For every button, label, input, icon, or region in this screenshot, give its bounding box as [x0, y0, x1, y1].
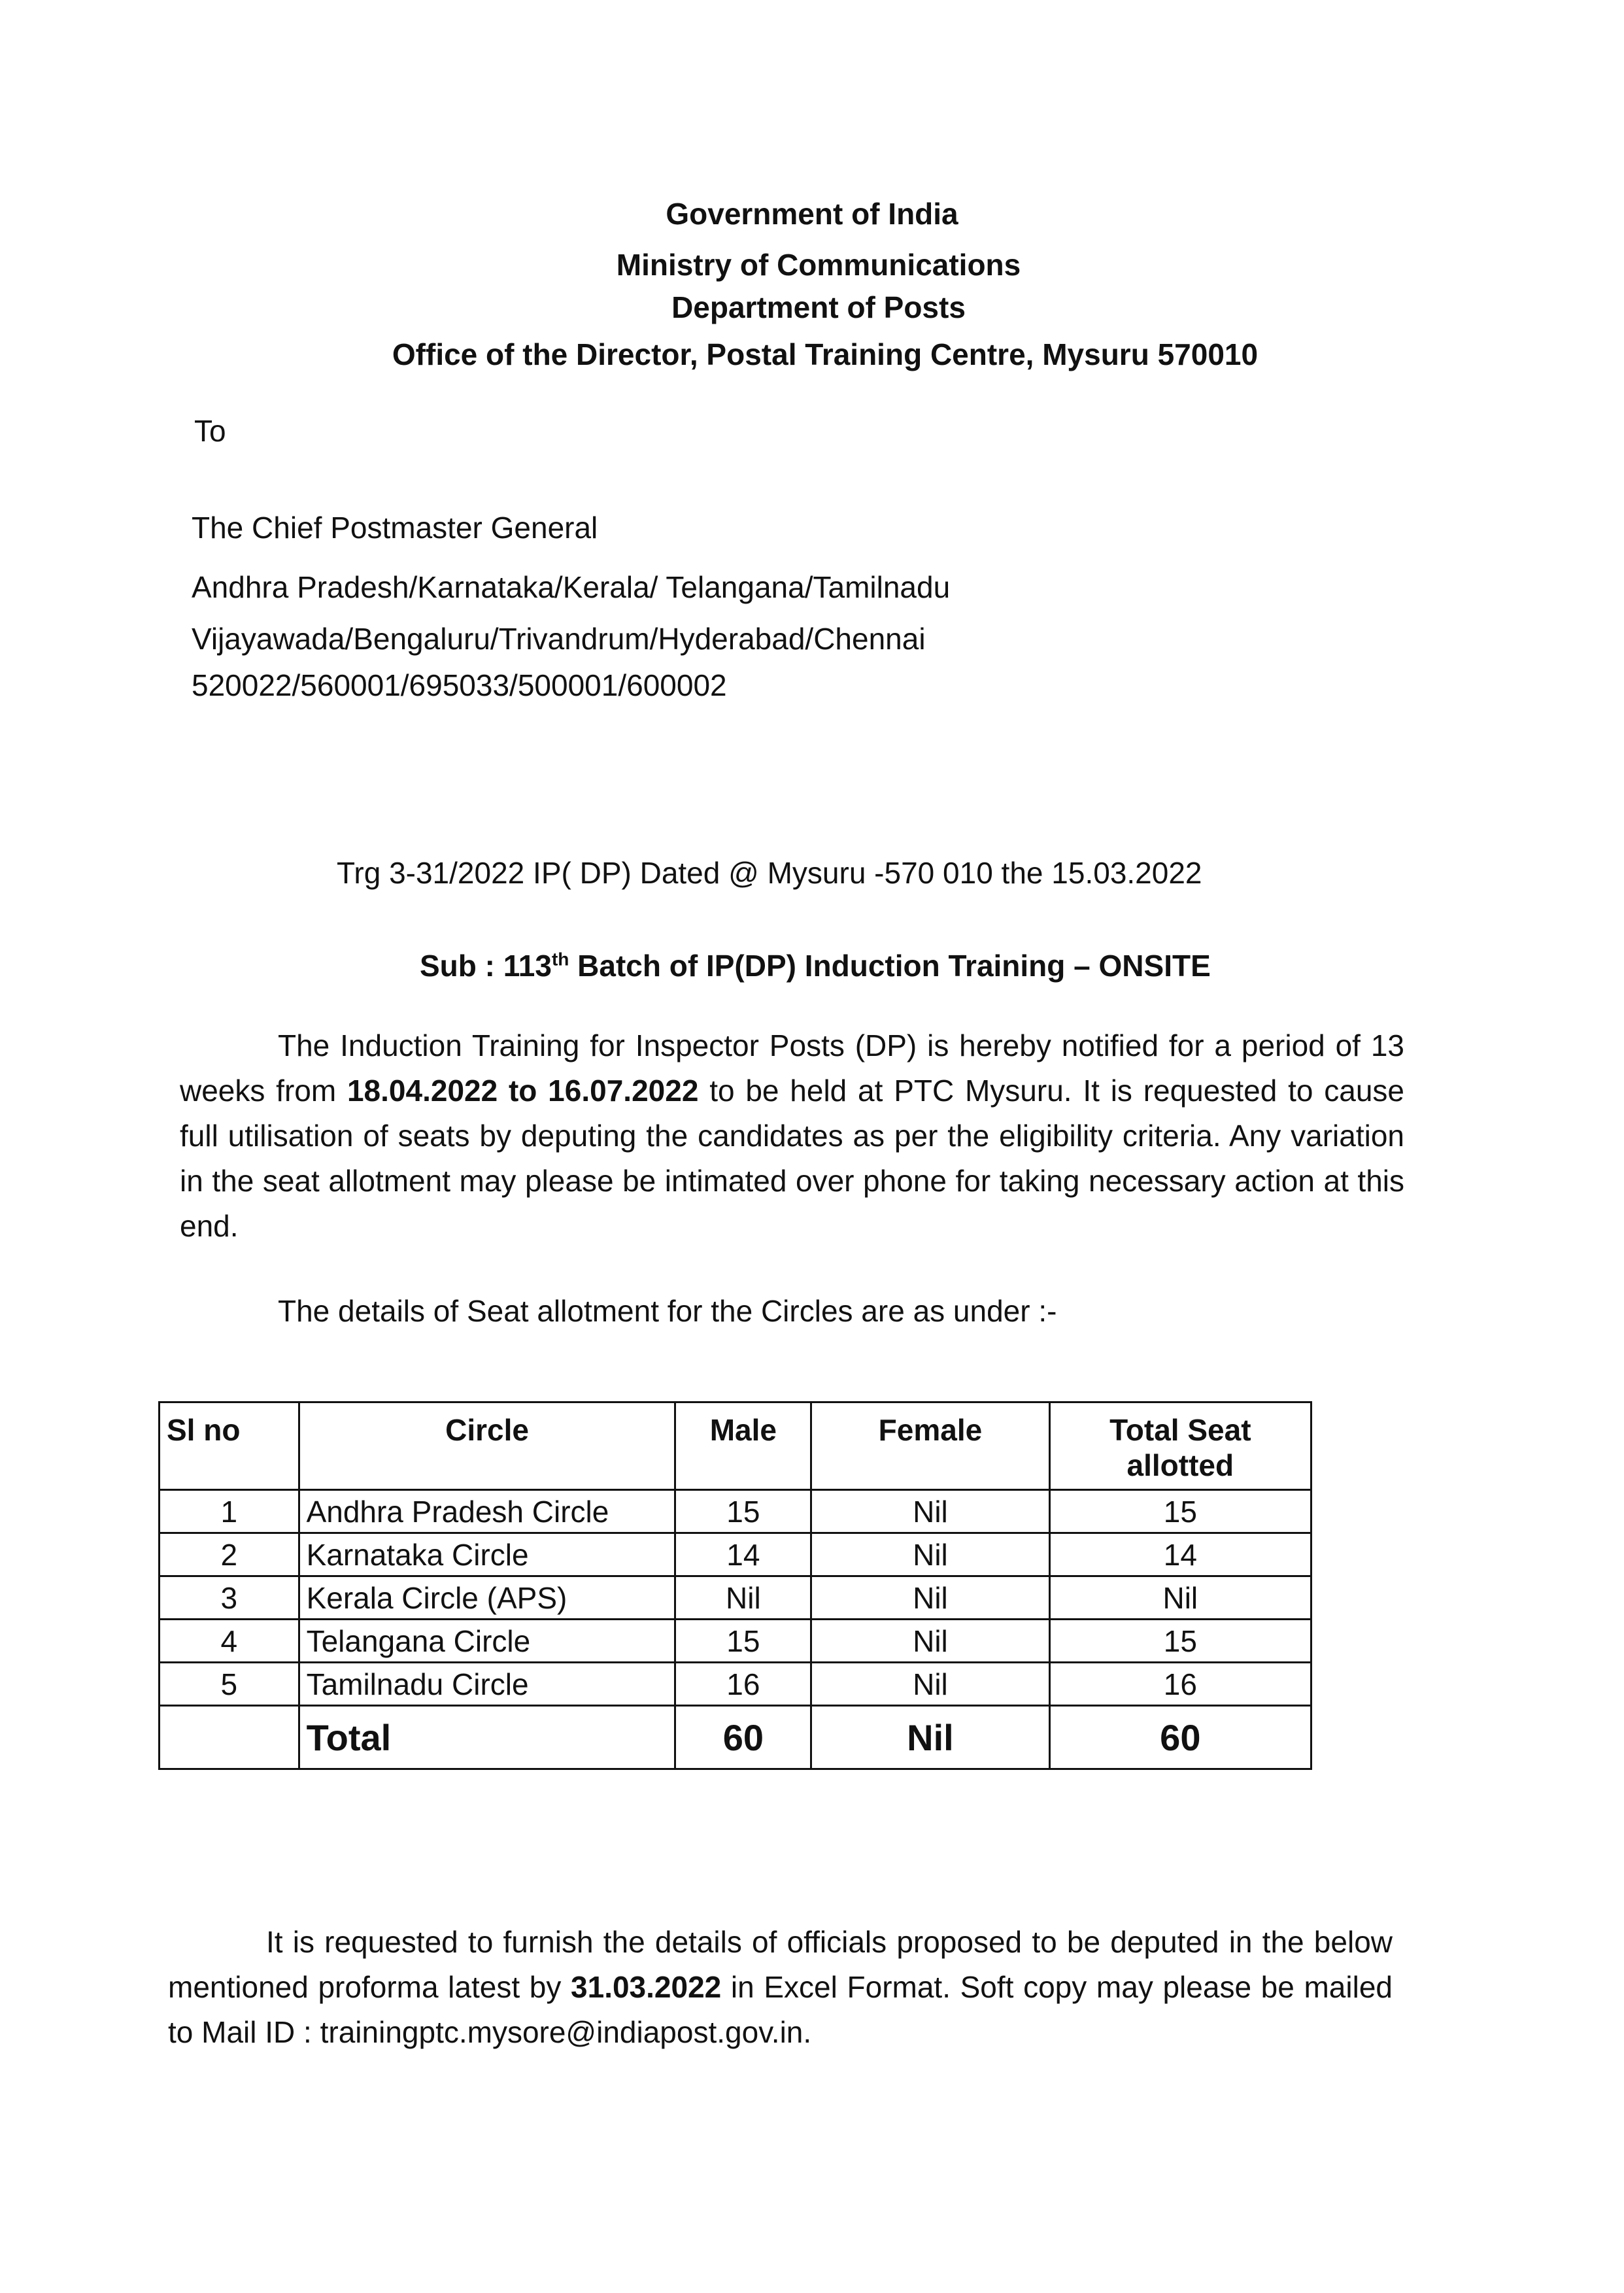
cell-circle: Karnataka Circle: [299, 1533, 675, 1576]
header-circle: Circle: [299, 1402, 675, 1490]
cell-female-total: Nil: [811, 1706, 1049, 1769]
table-total-row: [160, 1706, 1311, 1769]
cell-sl-no: 1: [160, 1490, 299, 1533]
table-row: [160, 1620, 1311, 1663]
cell-sl-no: [160, 1706, 299, 1769]
cell-female: Nil: [811, 1576, 1049, 1620]
table-row: [160, 1533, 1311, 1576]
address-line-4: 520022/560001/695033/500001/600002: [192, 668, 727, 702]
header-line-3: Department of Posts: [671, 290, 966, 324]
cell-total: Nil: [1049, 1576, 1311, 1620]
cell-total: 16: [1049, 1663, 1311, 1706]
cell-total: 14: [1049, 1533, 1311, 1576]
cell-sl-no: 2: [160, 1533, 299, 1576]
cell-female: Nil: [811, 1490, 1049, 1533]
cell-female: Nil: [811, 1620, 1049, 1663]
header-total-seat: Total Seat allotted: [1049, 1402, 1311, 1490]
cell-total-label: Total: [299, 1706, 675, 1769]
cell-male: Nil: [675, 1576, 811, 1620]
table-header-row: [160, 1402, 1311, 1490]
header-line-4: Office of the Director, Postal Training Centre, Mysuru 570010: [392, 337, 1259, 371]
cell-male: 15: [675, 1620, 811, 1663]
header-line-1: Government of India: [666, 197, 958, 231]
table-row: [160, 1663, 1311, 1706]
cell-male-total: 60: [675, 1706, 811, 1769]
cell-sl-no: 3: [160, 1576, 299, 1620]
cell-seat-total: 60: [1049, 1706, 1311, 1769]
email-link[interactable]: trainingptc.mysore@indiapost.gov.in: [320, 2015, 804, 2049]
cell-circle: Tamilnadu Circle: [299, 1663, 675, 1706]
cell-circle: Telangana Circle: [299, 1620, 675, 1663]
cell-sl-no: 4: [160, 1620, 299, 1663]
seat-allotment-table: [158, 1401, 1312, 1770]
paragraph-details-intro: The details of Seat allotment for the Circles are as under :-: [278, 1294, 1057, 1328]
cell-circle: Kerala Circle (APS): [299, 1576, 675, 1620]
table-row: [160, 1576, 1311, 1620]
address-line-1: The Chief Postmaster General: [192, 511, 598, 545]
paragraph-notice: The Induction Training for Inspector Posts (DP) is hereby notified for a period of 13 weeks from 18.04.2022 to 16.07.2022 to be held at PTC Mysuru. It is requested to cause full utilisation of seats by deputing the candidates as per the eligibility criteria. Any variation in the seat allotment may please be intimated over phone for taking necessary action at this end.: [180, 1028, 1404, 1243]
cell-female: Nil: [811, 1663, 1049, 1706]
cell-sl-no: 5: [160, 1663, 299, 1706]
header-sl-no: Sl no: [160, 1402, 299, 1490]
address-line-3: Vijayawada/Bengaluru/Trivandrum/Hyderabad/Chennai: [192, 622, 926, 656]
to-label: To: [194, 414, 226, 448]
cell-male: 15: [675, 1490, 811, 1533]
table-row: [160, 1490, 1311, 1533]
cell-female: Nil: [811, 1533, 1049, 1576]
reference-line: Trg 3-31/2022 IP( DP) Dated @ Mysuru -570 010 the 15.03.2022: [337, 856, 1202, 890]
header-female: Female: [811, 1402, 1049, 1490]
header-line-2: Ministry of Communications: [616, 248, 1021, 282]
cell-total: 15: [1049, 1490, 1311, 1533]
subject-line: Sub : 113th Batch of IP(DP) Induction Training – ONSITE: [420, 949, 1211, 983]
address-line-2: Andhra Pradesh/Karnataka/Kerala/ Telangana/Tamilnadu: [192, 570, 951, 604]
cell-total: 15: [1049, 1620, 1311, 1663]
cell-circle: Andhra Pradesh Circle: [299, 1490, 675, 1533]
cell-male: 16: [675, 1663, 811, 1706]
paragraph-request: It is requested to furnish the details of officials proposed to be deputed in the below mentioned proforma latest by 31.03.2022 in Excel Format. Soft copy may please be mailed to Mail ID : trainingptc.mysore@indiapost.gov.in.: [168, 1925, 1393, 2049]
cell-male: 14: [675, 1533, 811, 1576]
header-male: Male: [675, 1402, 811, 1490]
